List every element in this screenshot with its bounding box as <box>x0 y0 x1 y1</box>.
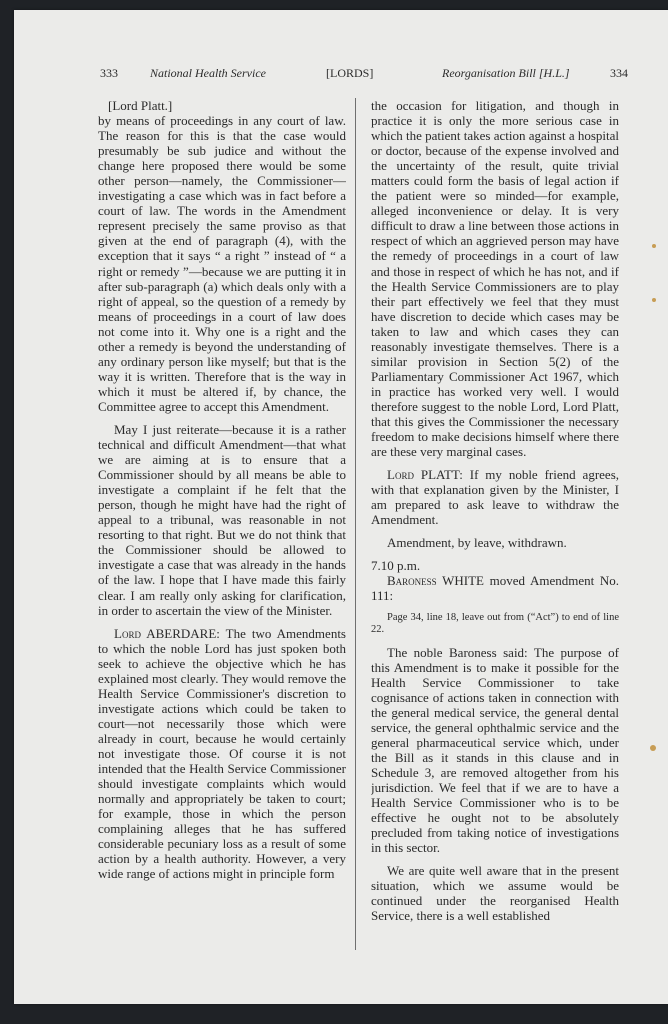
column-divider <box>355 98 356 950</box>
paper-speck <box>652 244 656 248</box>
document-page <box>14 10 668 1004</box>
paragraph: the occasion for litigation, and though in practice it is only the more serious case in which the patient takes action against a hospital or doctor, because of the expense involved and the uncertainty of the result, quite trivial matters could form the basis of legal action if the patient were so minded—for example, alleged inconvenience or delay. It is very difficult to draw a line between those actions in respect of which an aggrieved person may have the remedy of proceedings in a court of law and those in respect of which he has not, and if the Health Service Commissioners are to play their part effectively we feel that they must have discretion to decide which cases may be taken to law and which cases they can reasonably investigate themselves. There is a similar provision in Section 5(2) of the Parliamentary Commissioner Act 1967, which in practice has worked very well. I would therefore suggest to the noble Lord, Lord Platt, that this gives the Commissioner the necessary freedom to make decisions himself where there are these very marginal cases. <box>371 98 619 460</box>
paper-speck <box>650 745 656 751</box>
house-label: [LORDS] <box>326 66 374 80</box>
paper-speck <box>652 298 656 302</box>
paragraph <box>98 626 346 882</box>
speaker-name: Lord ABERDARE: <box>114 625 220 641</box>
paragraph <box>371 467 619 527</box>
running-header <box>100 66 628 82</box>
time-stamp: 7.10 p.m. <box>371 558 421 574</box>
right-running-title: Reorganisation Bill [H.L.] <box>442 66 570 80</box>
procedural-note: Amendment, by leave, withdrawn. <box>387 535 567 551</box>
left-running-title: National Health Service <box>150 66 266 80</box>
speaker-continuation-tag: [Lord Platt.] <box>108 98 173 113</box>
paragraph: May I just reiterate—because it is a rather technical and difficult Amendment—that what we are aiming at is to ensure that a Commissioner should by all means be able to investigate a complaint if he felt that the person, though he might have had the right of appeal to a tribunal, was reasonable in not resorting to that right. But we do not think that the Commissioner should be allowed to investigate a case that was already in the hands of the law. I hope that I have made this fairly clear. I am really only asking for clarification, in order to ascertain the view of the Minister. <box>98 421 346 618</box>
left-page-number: 333 <box>100 66 118 80</box>
paragraph: We are quite well aware that in the present situation, which we assume would be continued under the reorganised Health Service, there is a well established <box>371 863 619 924</box>
speaker-name: Baroness WHITE <box>387 573 484 589</box>
paragraph <box>371 573 619 603</box>
speech-text: If my noble friend agrees, with that explanation given by the Minister, I am prepared to ask leave to withdraw the Amendment. <box>371 467 619 528</box>
amendment-text: Page 34, line 18, leave out from (“Act”) to end of line 22. <box>371 611 619 635</box>
speech-text: The two Amendments to which the noble Lord has just spoken both seek to achieve the objective which he has explained most clearly. They would remove the Health Service Commissioner's discretion to investigate actions which could be taken to court—not necessarily those which were already in court, because he would certainly not investigate those. Of course it is not intended that the Health Service Commissioner should investigate complaints which would normally and appropriately be taken to court; for example, those in which the person complaining alleges that he has suffered considerable pecuniary loss as a result of some action by a health authority. However, a very wide range of actions might in principle form <box>98 625 346 882</box>
right-column <box>371 98 619 970</box>
speaker-name: Lord PLATT: <box>387 467 463 483</box>
paragraph: The noble Baroness said: The purpose of this Amendment is to make it possible for the Health Service Commissioner to take cognisance of actions taken in connection with the general medical service, the general dental service, the general ophthalmic service and the general pharmaceutical service which, under the Bill as it stands in this clause and in Schedule 3, are removed altogether from his jurisdiction. We feel that if we are to have a Health Service Commissioner who is to be effective he ought not to be absolutely precluded from taking notice of investigations in this sector. <box>371 644 619 856</box>
right-page-number: 334 <box>610 66 628 80</box>
left-column <box>98 98 346 970</box>
paragraph: by means of proceedings in any court of law. The reason for this is that the case would presumably be sub judice and without the change here proposed there would be some other person—namely, the Commissioner—investigating a case which was in fact before a court of law. The words in the Amendment represent precisely the same proviso as that given at the end of paragraph (4), with the exception that it says “ a right ” instead of “ a right or remedy ”—because we are putting it in after sub-paragraph (a) which deals only with a right of appeal, so the question of a remedy by means of proceedings in a court of law does not come into it. Why one is a right and the other a remedy is beyond the understanding of any ordinary person like myself; but that is the way it is written. Therefore that is the way in which it must be altered if, by chance, the Committee agree to accept this Amendment. <box>98 113 346 414</box>
speech-text: moved Amendment No. 111: <box>371 573 619 604</box>
